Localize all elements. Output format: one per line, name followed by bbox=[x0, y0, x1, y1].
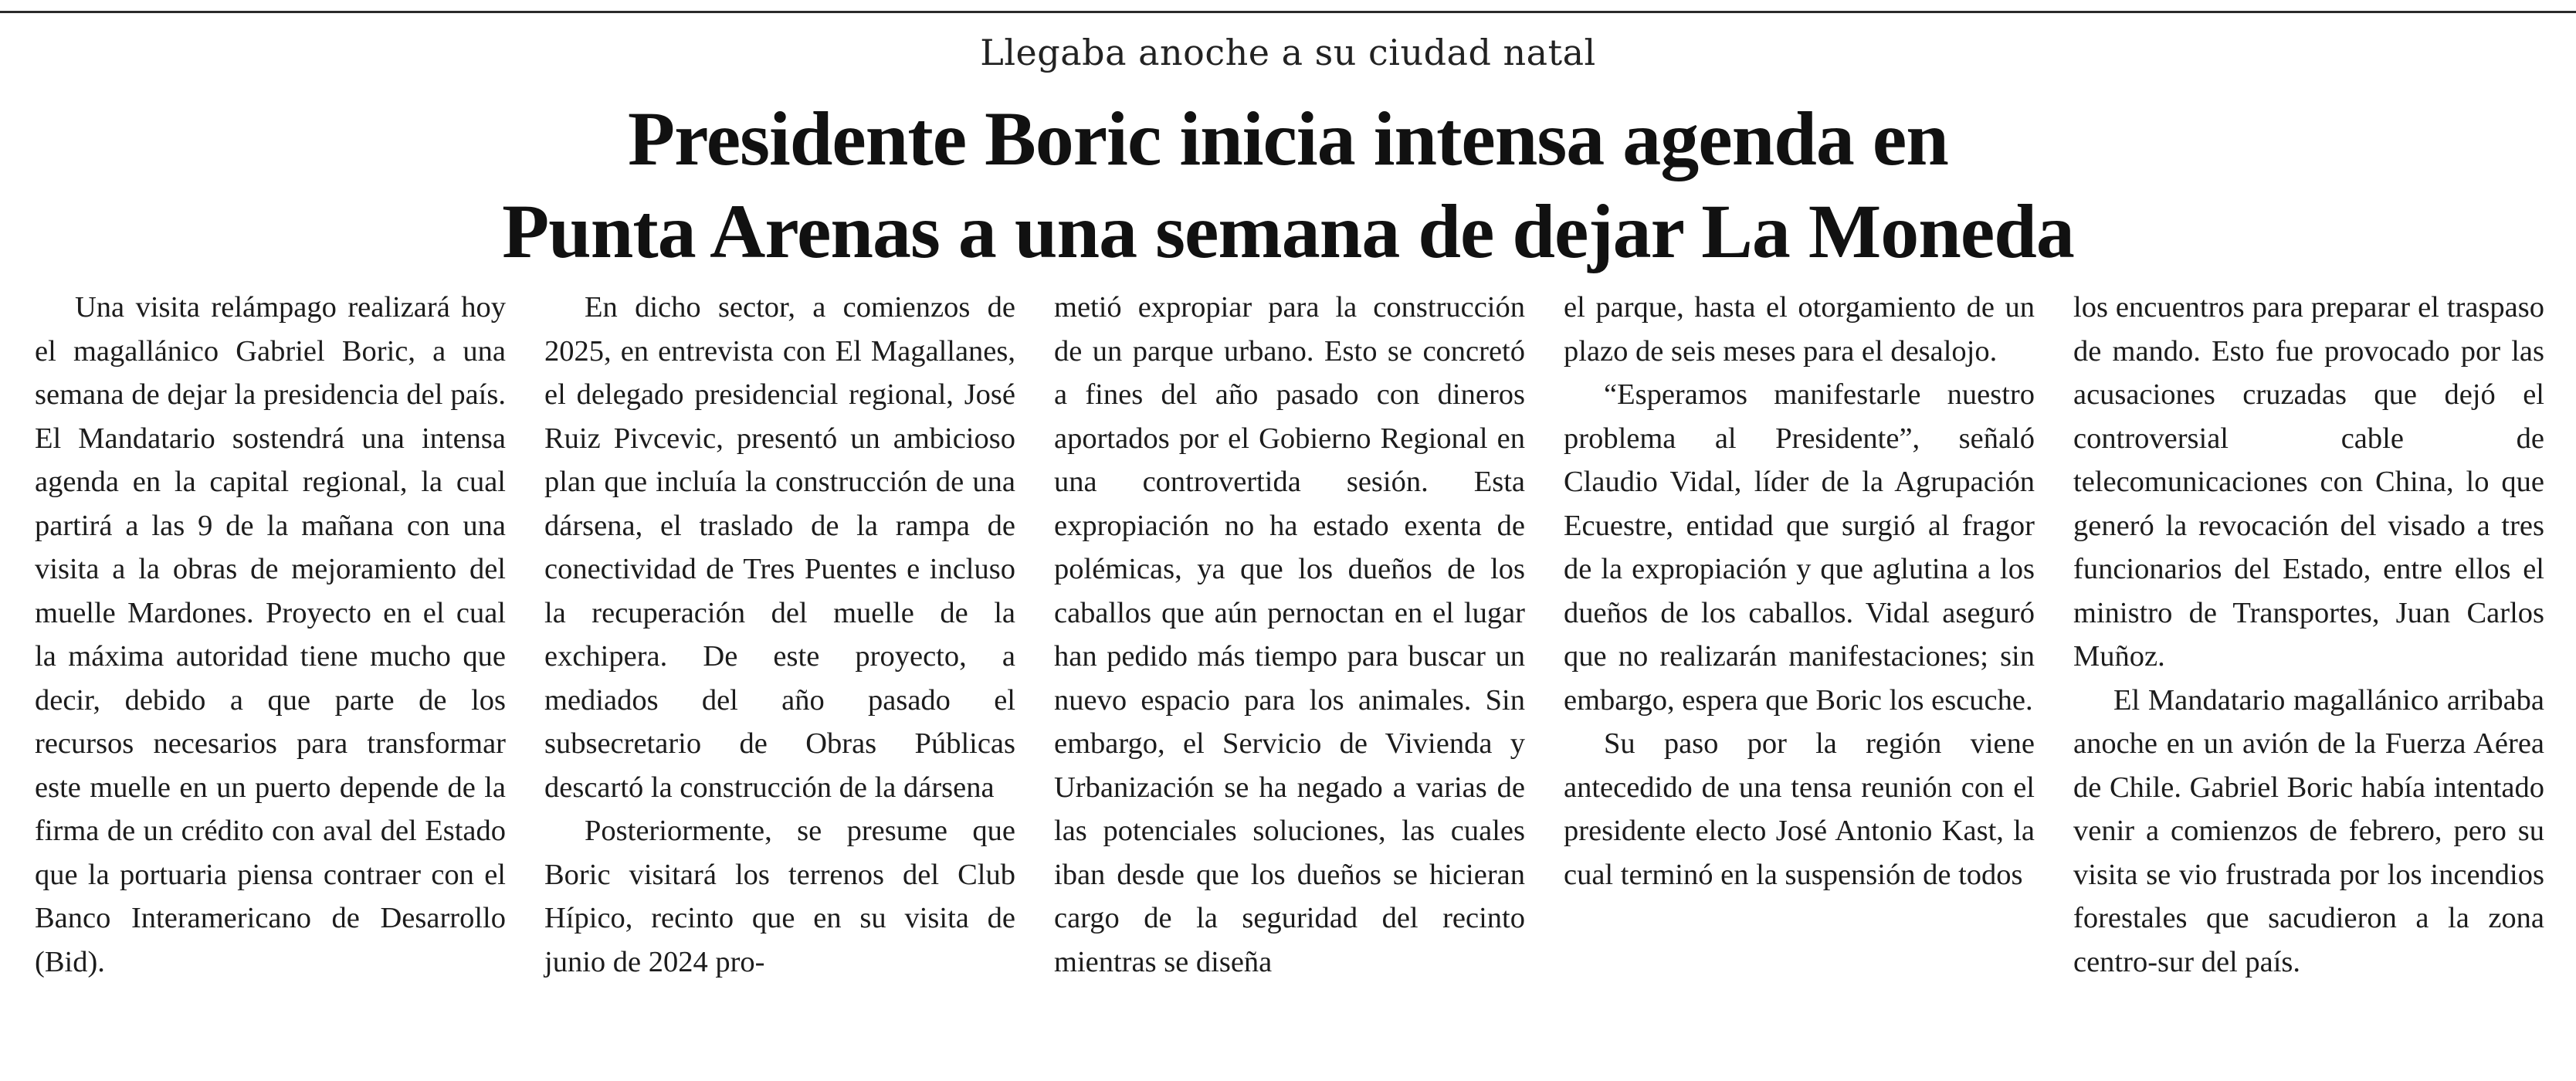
paragraph: el parque, hasta el otorgamiento de un plazo de seis meses para el desalojo. bbox=[1564, 291, 2035, 368]
column-4 bbox=[1564, 286, 2035, 1073]
column-3 bbox=[1054, 286, 1525, 1073]
article-body bbox=[35, 286, 2544, 1073]
headline-line-1: Presidente Boric inicia intensa agenda en bbox=[628, 96, 1948, 181]
column-5 bbox=[2073, 286, 2544, 1073]
paragraph: Posteriormente, se presume que Boric visitará los terrenos del Club Hípico, recinto que en su visita de junio de 2024 pro- bbox=[544, 815, 1015, 978]
column-2 bbox=[544, 286, 1015, 1073]
paragraph: Una visita relámpago realizará hoy el magallánico Gabriel Boric, a una semana de dejar la presidencia del país. El Mandatario sostendrá una intensa agenda en la capital regional, la cual partirá a las 9 de la mañana con una visita a la obras de mejoramiento del muelle Mardones. Proyecto en el cual la máxima autoridad tiene mucho que decir, debido a que parte de los recursos necesarios para transformar este muelle en un puerto depende de la firma de un crédito con aval del Estado que la portuaria piensa contraer con el Banco Interamericano de Desarrollo (Bid). bbox=[35, 291, 506, 978]
paragraph: En dicho sector, a comienzos de 2025, en entrevista con El Magallanes, el delegado presidencial regional, José Ruiz Pivcevic, presentó un ambicioso plan que incluía la construcción de una dársena, el traslado de la rampa de conectividad de Tres Puentes e incluso la recuperación del muelle de la exchipera. De este proyecto, a mediados del año pasado el subsecretario de Obras Públicas descartó la construcción de la dársena bbox=[544, 291, 1015, 804]
paragraph: “Esperamos manifestarle nuestro problema al Presidente”, señaló Claudio Vidal, líder de la Agrupación Ecuestre, entidad que surgió al fragor de la expropiación y que aglutina a los dueños de los caballos. Vidal aseguró que no realizarán manifestaciones; sin embargo, espera que Boric los escuche. bbox=[1564, 378, 2035, 717]
paragraph: metió expropiar para la construcción de un parque urbano. Esto se concretó a fines del año pasado con dineros aportados por el Gobierno Regional en una controvertida sesión. Esta expropiación no ha estado exenta de polémicas, ya que los dueños de los caballos que aún pernoctan en el lugar han pedido más tiempo para buscar un nuevo espacio para los animales. Sin embargo, el Servicio de Vivienda y Urbanización se ha negado a varias de las potenciales soluciones, las cuales iban desde que los dueños se hicieran cargo de la seguridad del recinto mientras se diseña bbox=[1054, 291, 1525, 978]
paragraph: los encuentros para preparar el traspaso de mando. Esto fue provocado por las acusaciones cruzadas que dejó el controversial cable de telecomunicaciones con China, lo que generó la revocación del visado a tres funcionarios del Estado, entre ellos el ministro de Transportes, Juan Carlos Muñoz. bbox=[2073, 291, 2544, 673]
top-rule bbox=[0, 11, 2576, 13]
paragraph: El Mandatario magallánico arribaba anoche en un avión de la Fuerza Aérea de Chile. Gabriel Boric había intentado venir a comienzos de febrero, pero su visita se vio frustrada por los incendios forestales que sacudieron a la zona centro-sur del país. bbox=[2073, 683, 2544, 978]
column-1 bbox=[35, 286, 506, 1073]
headline-line-2: Punta Arenas a una semana de dejar La Moneda bbox=[502, 188, 2074, 274]
headline bbox=[0, 93, 2576, 278]
paragraph: Su paso por la región viene antecedido de una tensa reunión con el presidente electo José Antonio Kast, la cual terminó en la suspensión de todos bbox=[1564, 727, 2035, 891]
kicker: Llegaba anoche a su ciudad natal bbox=[980, 32, 1596, 73]
